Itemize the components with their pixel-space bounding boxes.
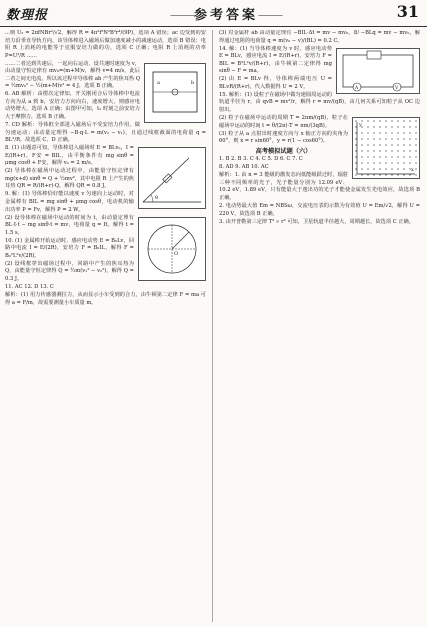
left-column bbox=[5, 30, 206, 622]
answer-paragraph: (2) 导体棒在磁场中运动过程中，由能量守恒定律有 mg(x+d) sinθ = Q + ½mv²，其中电阻 R 上产生的焦耳热 QR = R/(R+r)·Q，解得 QR = 0.8 J。 bbox=[5, 168, 134, 190]
answer-paragraph: (2) 设导体棒在磁场中运动的时间为 t，由动量定理有 BL·I·t − mg sinθ·t = mv，电荷量 q = It，解得 t = 1.5 s。 bbox=[5, 214, 134, 236]
incline-diagram bbox=[139, 148, 205, 208]
svg-text:A: A bbox=[355, 85, 359, 91]
rail-figure bbox=[138, 147, 206, 209]
section-heading: 高考模拟试题（六） bbox=[255, 147, 312, 155]
column-divider bbox=[212, 30, 213, 622]
dotted-field-figure bbox=[352, 117, 420, 179]
right-column bbox=[219, 30, 420, 622]
svg-text:x: x bbox=[411, 167, 414, 174]
answer-paragraph: (2) 粒子在磁场中运动的周期 T = 2πm/(qB)，粒子在磁场中运动的时间 t = θ/(2π)·T = πm/(3qB)。 bbox=[219, 115, 348, 129]
field-diagram bbox=[353, 118, 419, 178]
answer-paragraph: 2. 电动势最大值 Em = NBSω，交流电压表的示数为有效值 U = Em/√2，解得 U = 220 V，故选项 B 正确。 bbox=[219, 203, 420, 217]
section-title: ——— 参考答案 ——— bbox=[170, 4, 282, 23]
answer-paragraph: (3) 对金属杆 ab 由动量定理有 −BIL·Δt = mv − mv₀，即 −BLq = mv − mv₀，解得通过电阻的电荷量 q = m(v₀ − v)/(BL) = 0.2 C。 bbox=[219, 30, 420, 44]
answer-paragraph: 11. AC 12. D 13. C bbox=[5, 284, 54, 291]
answer-paragraph: 10. (1) 金属棒开始运动时，感应电动势 E = B₀Lv，回路中电流 I = E/(2R)，安培力 F = B₀IL，解得 F = B₀²L²v/(2R)。 bbox=[5, 237, 134, 259]
answer-paragraph: (2) 由 E = BLv 得，导体棒两端电压 U = BLvR/(R+r)，代入数据得 U = 2 V。 bbox=[219, 76, 332, 90]
answer-paragraph: 解析：1. 由 n = 3 能级的激发态向低能级跃迁时，辐射三种不同频率的光子，光子能量分别为 12.09 eV、10.2 eV、1.89 eV，只有能量大于逸出功的光子才能使金属发生光电效应，故选项 B 正确。 bbox=[219, 172, 420, 201]
svg-text:θ: θ bbox=[155, 195, 159, 202]
svg-text:O: O bbox=[174, 250, 179, 257]
answer-paragraph: 3. 由开普勒第三定律 T² ∝ r³ 可知，卫星轨道半径越大，周期越长，故选项 C 正确。 bbox=[219, 218, 414, 225]
circuit-figure bbox=[336, 48, 420, 94]
answer-key: 8. AD 9. AB 10. AC bbox=[219, 164, 269, 171]
svg-text:a: a bbox=[157, 79, 160, 86]
answer-paragraph: 8. (1) 由题意可知，导体棒进入磁场时 E = BLv₀，I = E/(R+r)，F安 = BIL，由平衡条件有 mg sinθ = μmg cosθ + F安，解得 v₀ = 2 m/s。 bbox=[5, 145, 134, 167]
circle-figure bbox=[138, 217, 206, 281]
page-header bbox=[0, 0, 427, 27]
answer-paragraph: ...则 U₂ = 2πfNBr²/√2，解得 R = 4π²f²N²B²r⁴/(9P)，选项 A 错误；ac 边受到的安培力沿垂直导轨方向，该导体棒进入磁场后做加速度减小的减速运动，选项 B 错误；电阻 R 上消耗的电能等于克服安培力做的功，选项 C 正确；电阻 R 上消耗的功率 P=U²/R …… bbox=[5, 30, 206, 59]
svg-text:V: V bbox=[395, 85, 399, 91]
answer-paragraph: (2) 设线框穿出磁场过程中，回路中产生的焦耳热为 Q，由能量守恒定律得 Q = ½m(v₁² − v₂²)，解得 Q = 0.3 J。 bbox=[5, 260, 134, 282]
page-number: 31 bbox=[396, 2, 419, 21]
circuit-diagram bbox=[145, 64, 205, 122]
answer-paragraph: 14. 解：(1) 当导体棒速度为 v 时，感应电动势 E = BLv，感应电流 I = E/(R+r)，安培力 F = BIL = B²L²v/(R+r)，由牛顿第二定律得 mg sinθ − F = ma。 bbox=[219, 45, 332, 75]
answer-paragraph: 解析：(1) 用力传感器测拉力，从而显示小车受到的合力，由牛顿第二定律 F = ma 可得 a = F/m，故需要测量小车质量 m。 bbox=[5, 292, 206, 306]
answer-paragraph: (3) 粒子从 a 点射出时速度方向与 x 轴正方向的夹角为 60°，则 x = r sin60°，y = r(1 − cos60°)。 bbox=[219, 130, 348, 145]
newspaper-title: 数理报 bbox=[6, 8, 49, 23]
answer-key: 1. B 2. B 3. C 4. C 5. D 6. C 7. C bbox=[219, 156, 303, 163]
answer-paragraph: 15. 解析：(1) 设粒子在磁场中做匀速圆周运动的轨道半径为 r，由 qvB = mv²/r，解得 r = mv/(qB)，由几何关系可知粒子从 OC 边射出。 bbox=[219, 91, 420, 113]
magnetic-field-diagram bbox=[139, 218, 205, 280]
answer-paragraph: 9. 解：(1) 导体棒恰好能以速度 v 匀速向上运动时，对金属棒有 BIL = mg sinθ + μmg cosθ，电动机的输出功率 P = Fv，解得 P = 2 W。 bbox=[5, 191, 134, 213]
answer-paragraph: 7. CD 解析：导体框全部进入磁场后不受安培力作用，做匀速运动；由动量定理得 −B·q·L = m(v₂ − v₁)，且通过线框截面的电荷量 q = BL²/R，故选项 C、D 正确。 bbox=[5, 122, 206, 144]
circuit-diagram bbox=[337, 49, 419, 93]
answer-paragraph: ……二者达到共速后，一起向右运动，设共速时速度为 v，由动量守恒定律有 mv₀=(m+M)v，解得 v=4 m/s，此后二者之间无电流，所以该过程中导体棒 ab 产生的焦耳热 Q = ½mv₀² − ½(m+M)v² = 4 J，选项 B 正确。 bbox=[5, 60, 140, 90]
svg-text:y: y bbox=[359, 122, 362, 129]
answer-paragraph: 6. AB 解析：由楞次定律知，开关刚闭合后导体棒中电流方向为从 a 到 b，安培力方向向右，速度增大，则感应电动势增大，选项 A 正确；由图甲可知，t₁ 时刻之前安培力大于摩擦力，选项 B 正确。 bbox=[5, 91, 140, 121]
svg-text:b: b bbox=[191, 79, 195, 86]
circuit-figure bbox=[144, 63, 206, 123]
